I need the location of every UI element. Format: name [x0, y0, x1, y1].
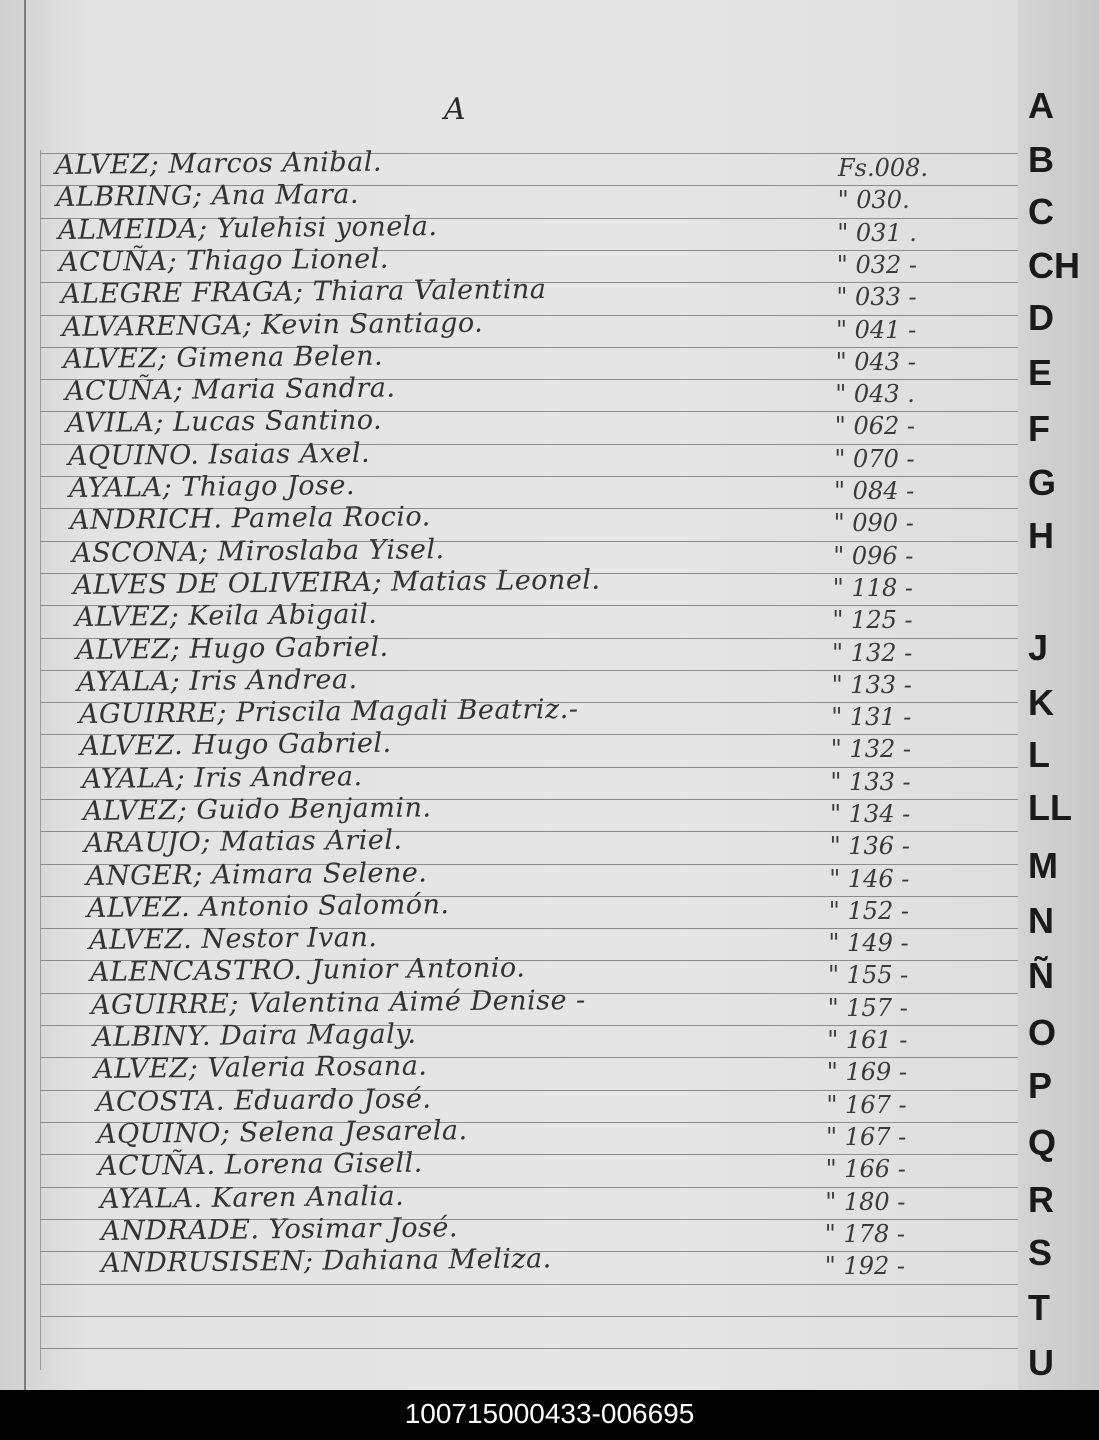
index-tab-letter: J [1028, 627, 1049, 668]
index-tab-letter: O [1028, 1012, 1057, 1053]
entry-folio: " 192 - [824, 1252, 906, 1280]
entry-folio: " 096 - [833, 542, 914, 570]
entry-name: ANDRUSISEN; Dahiana Meliza. [101, 1243, 553, 1279]
index-tab-letter: Ñ [1028, 955, 1054, 996]
entry-folio: " 090 - [833, 509, 914, 537]
entry-folio: " 167 - [826, 1123, 907, 1151]
ruled-line [40, 1348, 1020, 1349]
entry-name: ALBRING; Ana Mara. [56, 178, 360, 213]
index-tab-letter: N [1028, 900, 1054, 941]
index-tab-letter: R [1028, 1179, 1054, 1220]
entry-name: ALVEZ. Hugo Gabriel. [80, 727, 392, 762]
entry-name: ACUÑA; Thiago Lionel. [59, 243, 390, 278]
ruled-line [40, 1316, 1020, 1317]
entry-folio: " 133 - [830, 768, 911, 796]
entry-folio: " 041 - [836, 316, 917, 344]
entry-name: ALMEIDA; Yulehisi yonela. [57, 211, 438, 246]
entry-folio: " 152 - [828, 897, 910, 925]
entry-folio: " 031 . [837, 219, 917, 247]
entry-folio: " 132 - [832, 639, 913, 667]
entry-name: AGUIRRE; Valentina Aimé Denise - [91, 984, 587, 1021]
entry-name: AYALA. Karen Analia. [99, 1180, 405, 1215]
entry-name: ANGER; Aimara Selene. [85, 857, 428, 892]
index-tab-letter: M [1028, 845, 1058, 886]
index-tab-letter: LL [1028, 787, 1072, 828]
entry-folio: " 157 - [827, 994, 908, 1022]
entry-name: ACOSTA. Eduardo José. [95, 1083, 432, 1118]
entry-folio: " 043 - [835, 348, 916, 376]
entry-name: AVILA; Lucas Santino. [66, 404, 383, 439]
entry-name: ALVARENGA; Kevin Santiago. [61, 307, 484, 343]
entry-folio: " 070 - [834, 445, 915, 473]
entry-folio: " 134 - [830, 800, 911, 828]
entry-folio: " 133 - [831, 671, 912, 699]
entry-folio: " 062 - [834, 412, 916, 440]
entry-folio: " 043 . [835, 380, 915, 408]
entry-folio: " 146 - [829, 865, 910, 893]
entry-folio: Fs.008. [838, 154, 929, 182]
entry-name: ACUÑA. Lorena Gisell. [98, 1147, 424, 1182]
entry-name: AYALA; Thiago Jose. [68, 470, 356, 504]
entry-folio: " 030. [837, 186, 910, 214]
entry-name: ANDRICH. Pamela Rocio. [70, 501, 432, 536]
entry-folio: " 169 - [826, 1058, 908, 1086]
index-tab-letter: U [1028, 1342, 1054, 1383]
index-tab-letter: H [1028, 515, 1054, 556]
entry-folio: " 131 - [831, 703, 912, 731]
page-heading-letter: A [444, 92, 466, 127]
entry-name: ALENCASTRO. Junior Antonio. [89, 952, 526, 988]
index-tab-letter: Q [1028, 1122, 1057, 1163]
entry-folio: " 084 - [834, 477, 915, 505]
index-tab-letter: B [1028, 139, 1054, 180]
index-tab-letter: E [1028, 352, 1053, 393]
index-tab-letter: C [1028, 191, 1054, 232]
entry-folio: " 149 - [828, 929, 909, 957]
entry-folio: " 180 - [825, 1188, 906, 1216]
index-tab-letter: D [1028, 297, 1054, 338]
entry-name: ALVES DE OLIVEIRA; Matias Leonel. [73, 564, 601, 601]
entry-name: ALVEZ; Gimena Belen. [63, 340, 384, 375]
index-tab-letter: S [1028, 1232, 1053, 1273]
entry-name: ANDRADE. Yosimar José. [101, 1212, 459, 1247]
entry-name: ALVEZ; Guido Benjamin. [82, 792, 432, 827]
entry-name: ASCONA; Miroslaba Yisel. [71, 534, 445, 569]
entry-name: ACUÑA; Maria Sandra. [64, 372, 396, 407]
entry-name: ALVEZ; Valeria Rosana. [94, 1050, 428, 1085]
entry-folio: " 132 - [830, 735, 912, 763]
entry-name: ALVEZ. Nestor Ivan. [88, 921, 378, 956]
entry-folio: " 166 - [825, 1155, 906, 1183]
ruled-line [40, 1284, 1020, 1285]
entry-name: AQUINO. Isaias Axel. [67, 437, 370, 472]
entry-name: ALVEZ; Marcos Anibal. [54, 146, 383, 181]
entry-name: ALVEZ. Antonio Salomón. [87, 889, 450, 924]
index-tab-letter: P [1028, 1065, 1053, 1106]
entry-name: AGUIRRE; Priscila Magali Beatriz.- [78, 693, 579, 730]
index-tab-letter: K [1028, 682, 1054, 723]
entry-folio: " 118 - [832, 574, 914, 602]
entry-name: ALVEZ; Keila Abigail. [74, 598, 378, 633]
index-tab-letter: L [1028, 734, 1050, 775]
index-tab-letter: A [1028, 85, 1054, 126]
document-id: 100715000433-006695 [404, 1398, 695, 1429]
entry-name: AQUINO; Selena Jesarela. [96, 1115, 468, 1150]
entry-name: ARAUJO; Matias Ariel. [84, 824, 404, 859]
entry-folio: " 125 - [832, 606, 913, 634]
entry-name: ALVEZ; Hugo Gabriel. [75, 631, 389, 666]
entry-folio: " 136 - [829, 832, 910, 860]
entry-name: ALBINY. Daira Magaly. [92, 1018, 417, 1053]
entry-name: AYALA; Iris Andrea. [77, 664, 359, 698]
entry-folio: " 155 - [828, 961, 909, 989]
scan-footer-bar [0, 1390, 1099, 1440]
left-margin-line [24, 0, 26, 1390]
entry-folio: " 033 - [836, 283, 917, 311]
entry-folio: " 178 - [824, 1220, 906, 1248]
index-tab-letter: G [1028, 462, 1057, 503]
entry-name: ALEGRE FRAGA; Thiara Valentina [60, 273, 547, 310]
index-tab-letter: CH [1028, 245, 1080, 286]
entry-folio: " 032 - [836, 251, 918, 279]
index-tab-letter: F [1028, 408, 1050, 449]
entry-folio: " 161 - [827, 1026, 908, 1054]
index-tab-letter: T [1028, 1287, 1050, 1328]
entry-name: AYALA; Iris Andrea. [81, 761, 363, 795]
entry-folio: " 167 - [826, 1091, 907, 1119]
